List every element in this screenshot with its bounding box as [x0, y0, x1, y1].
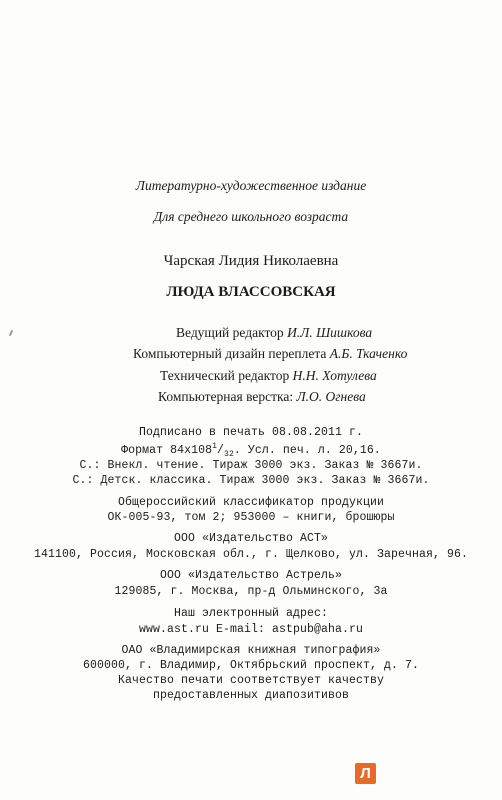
- quality-line-2: предоставленных диапозитивов: [152, 689, 350, 702]
- publisher2-address: 129085, г. Москва, пр-д Ольминского, 3а: [114, 585, 388, 598]
- run-info-1: С.: Внекл. чтение. Тираж 3000 экз. Заказ № 3667и.: [79, 459, 423, 472]
- format-den: 32: [224, 450, 234, 460]
- cover-design-line: [133, 346, 407, 362]
- printer-name: ОАО «Владимирская книжная типография»: [121, 644, 381, 657]
- contact-line: www.ast.ru E-mail: astpub@aha.ru: [138, 623, 364, 636]
- tech-editor-name: Н.Н. Хотулева: [292, 368, 377, 383]
- book-title: ЛЮДА ВЛАССОВСКАЯ: [166, 284, 336, 300]
- format-num: 1: [212, 442, 218, 451]
- format-suffix: . Усл. печ. л. 20,16.: [233, 443, 381, 457]
- cover-design-role: Компьютерный дизайн переплета: [133, 346, 327, 361]
- signed-date: Подписано в печать 08.08.2011 г.: [138, 426, 364, 439]
- classifier-line-1: Общероссийский классификатор продукции: [117, 496, 385, 509]
- layout-name: Л.О. Огнева: [296, 389, 366, 404]
- publisher2-name: ООО «Издательство Астрель»: [159, 569, 343, 582]
- edition-type: Литературно-художественное издание: [135, 178, 367, 193]
- classifier-line-2: ОК-005-93, том 2; 953000 – книги, брошюры: [107, 511, 395, 524]
- lead-editor-role: Ведущий редактор: [176, 325, 284, 340]
- lead-editor-line: [176, 325, 372, 341]
- lead-editor-name: И.Л. Шишкова: [287, 325, 373, 340]
- layout-role: Компьютерная верстка:: [158, 389, 294, 404]
- format-prefix: Формат 84x108: [121, 443, 213, 457]
- contact-label: Наш электронный адрес:: [173, 607, 329, 620]
- printer-address: 600000, г. Владимир, Октябрьский проспект, д. 7.: [82, 659, 420, 672]
- tech-editor-role: Технический редактор: [160, 368, 290, 383]
- quality-line-1: Качество печати соответствует качеству: [117, 674, 385, 687]
- scan-speck: [9, 330, 13, 336]
- run-info-2: С.: Детск. классика. Тираж 3000 экз. Заказ № 3667и.: [72, 474, 430, 487]
- cover-design-name: А.Б. Ткаченко: [329, 346, 408, 361]
- labirint-logo-icon: Л: [355, 763, 376, 784]
- layout-line: [158, 389, 366, 405]
- publisher1-name: ООО «Издательство АСТ»: [173, 532, 329, 545]
- format-line: Формат $84x108^1/_{32}$. Усл. печ. л. 20,16.: [121, 442, 381, 460]
- book-author: Чарская Лидия Николаевна: [163, 253, 339, 269]
- publisher1-address: 141100, Россия, Московская обл., г. Щелково, ул. Заречная, 96.: [33, 548, 469, 561]
- audience-label: Для среднего школьного возраста: [153, 209, 349, 224]
- tech-editor-line: [160, 368, 377, 384]
